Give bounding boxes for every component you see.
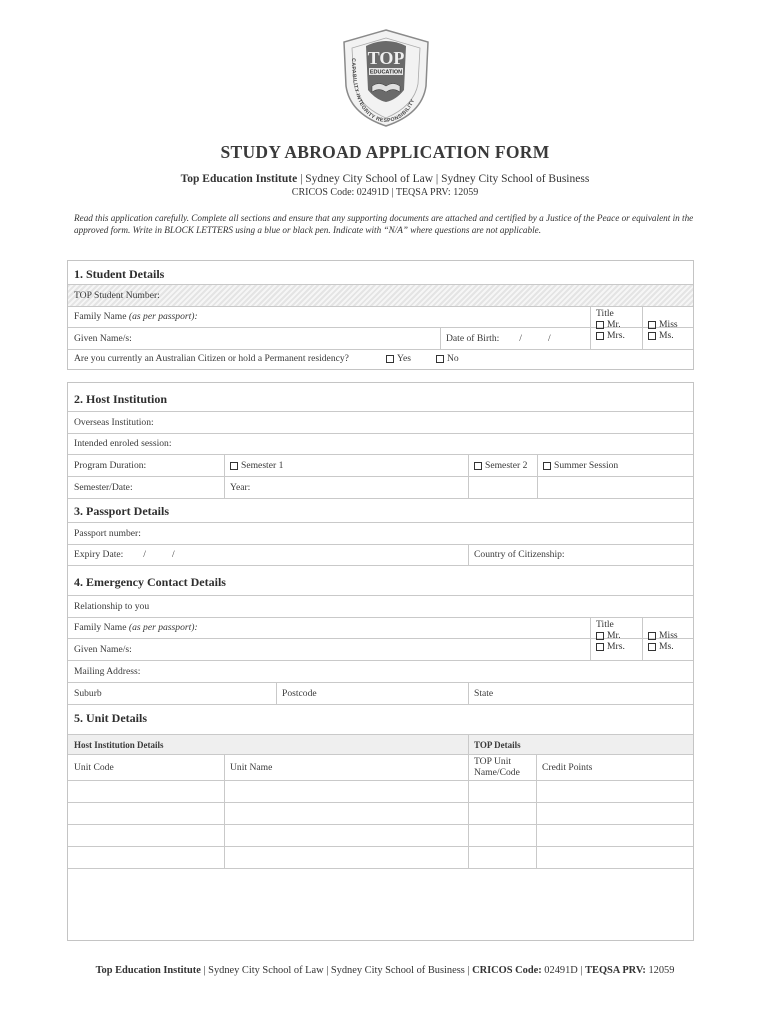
title-mrs-option[interactable] bbox=[596, 330, 625, 341]
given-names-label: Given Name/s: bbox=[74, 333, 132, 344]
divider bbox=[224, 754, 225, 869]
title-miss-option[interactable] bbox=[648, 319, 678, 330]
divider bbox=[468, 683, 469, 704]
title-mrs-label: Mrs. bbox=[607, 330, 625, 341]
state-label: State bbox=[474, 688, 494, 699]
unit-table-header bbox=[68, 734, 693, 755]
footer-schools: | Sydney City School of Law | Sydney City School of Business | bbox=[203, 965, 470, 976]
title-ms-label: Ms. bbox=[659, 330, 674, 341]
checkbox-icon bbox=[436, 355, 444, 363]
session-field[interactable] bbox=[74, 433, 172, 454]
student-number-field[interactable] bbox=[68, 285, 693, 306]
postcode-field[interactable] bbox=[282, 683, 317, 704]
expiry-slash-1: / bbox=[143, 549, 146, 560]
divider bbox=[468, 455, 469, 476]
unit-row[interactable] bbox=[68, 825, 693, 847]
expiry-label: Expiry Date: bbox=[74, 549, 124, 560]
relationship-field[interactable] bbox=[74, 596, 149, 617]
duration-row bbox=[68, 455, 693, 477]
divider bbox=[224, 455, 225, 476]
family-name-label: Family Name bbox=[74, 311, 127, 322]
unit-columns-row bbox=[68, 754, 693, 781]
country-label: Country of Citizenship: bbox=[474, 549, 565, 560]
contact-title-ms-option[interactable] bbox=[648, 641, 678, 652]
contact-title-options-right bbox=[648, 630, 678, 652]
mailing-field[interactable] bbox=[74, 661, 140, 682]
dob-field[interactable] bbox=[446, 328, 551, 349]
state-field[interactable] bbox=[474, 683, 493, 704]
title-mr-label: Mr. bbox=[607, 319, 621, 330]
checkbox-icon bbox=[596, 632, 604, 640]
footer-cricos: 02491D | bbox=[544, 965, 583, 976]
overseas-row bbox=[68, 411, 693, 434]
main-sections-box bbox=[67, 382, 694, 941]
schools-text: | Sydney City School of Law | Sydney City School of Business bbox=[300, 173, 590, 185]
top-details-heading: TOP Details bbox=[474, 739, 521, 750]
country-field[interactable] bbox=[474, 544, 565, 565]
footer-institute: Top Education Institute bbox=[95, 965, 201, 976]
section-heading: 4. Emergency Contact Details bbox=[74, 575, 226, 589]
contact-title-mr-label: Mr. bbox=[607, 630, 621, 641]
logo-subtext: EDUCATION bbox=[369, 69, 403, 76]
contact-title-miss-label: Miss bbox=[659, 630, 678, 641]
divider bbox=[590, 617, 591, 660]
year-label: Year: bbox=[230, 482, 251, 493]
checkbox-icon bbox=[648, 632, 656, 640]
no-label: No bbox=[447, 353, 459, 364]
contact-title-miss-option[interactable] bbox=[648, 630, 678, 641]
divider bbox=[468, 477, 469, 498]
title-options bbox=[596, 308, 625, 341]
checkbox-icon bbox=[474, 462, 482, 470]
mailing-row bbox=[68, 661, 693, 683]
semester-1-label: Semester 1 bbox=[241, 460, 284, 471]
checkbox-icon bbox=[596, 321, 604, 329]
footer bbox=[0, 965, 770, 976]
yes-label: Yes bbox=[397, 353, 411, 364]
passport-number-field[interactable] bbox=[74, 523, 141, 544]
divider bbox=[537, 477, 538, 498]
divider bbox=[468, 754, 469, 869]
checkbox-icon bbox=[648, 321, 656, 329]
family-name-field[interactable] bbox=[74, 306, 593, 327]
title-label: Title bbox=[596, 308, 614, 319]
checkbox-icon bbox=[596, 332, 604, 340]
title-ms-option[interactable] bbox=[648, 330, 678, 341]
relationship-row bbox=[68, 595, 693, 618]
section-heading: 1. Student Details bbox=[74, 267, 165, 281]
citizen-no-option[interactable] bbox=[436, 348, 459, 369]
contact-title-mrs-label: Mrs. bbox=[607, 641, 625, 652]
unit-row[interactable] bbox=[68, 847, 693, 869]
section-heading: 5. Unit Details bbox=[74, 711, 147, 725]
semester-2-option[interactable] bbox=[474, 455, 527, 476]
summer-session-option[interactable] bbox=[543, 455, 618, 476]
semester-2-label: Semester 2 bbox=[485, 460, 528, 471]
logo-text: TOP bbox=[367, 48, 405, 68]
dob-slash-1: / bbox=[519, 333, 522, 344]
passport-note: (as per passport): bbox=[128, 311, 198, 322]
unit-row[interactable] bbox=[68, 781, 693, 803]
divider bbox=[468, 544, 469, 565]
title-options-right bbox=[648, 319, 678, 341]
overseas-field[interactable] bbox=[74, 412, 154, 433]
contact-title-mrs-option[interactable] bbox=[596, 641, 625, 652]
section-heading: 2. Host Institution bbox=[74, 392, 168, 406]
top-education-logo bbox=[336, 28, 436, 128]
citizen-row bbox=[68, 348, 693, 369]
semester-date-row bbox=[68, 477, 693, 499]
divider bbox=[642, 617, 643, 660]
contact-family-name-field[interactable] bbox=[74, 617, 593, 638]
contact-title-options bbox=[596, 619, 625, 652]
unit-code-header: Unit Code bbox=[74, 761, 114, 773]
divider bbox=[536, 754, 537, 869]
host-details-heading: Host Institution Details bbox=[74, 739, 164, 750]
given-names-field[interactable] bbox=[74, 328, 132, 349]
expiry-slash-2: / bbox=[171, 549, 175, 560]
postcode-label: Postcode bbox=[282, 688, 317, 699]
divider bbox=[440, 328, 441, 349]
passport-number-row bbox=[68, 522, 693, 545]
expiry-row bbox=[68, 544, 693, 566]
footer-teqsa: 12059 bbox=[648, 965, 675, 976]
duration-label: Program Duration: bbox=[74, 460, 147, 471]
institute-name: Top Education Institute bbox=[180, 173, 298, 185]
section-heading: 3. Passport Details bbox=[74, 504, 169, 518]
expiry-field[interactable] bbox=[74, 544, 175, 565]
top-unit-line-2: Name/Code bbox=[474, 767, 520, 778]
checkbox-icon bbox=[230, 462, 238, 470]
contact-title-label: Title bbox=[596, 619, 614, 630]
title-miss-label: Miss bbox=[659, 319, 678, 330]
passport-note: (as per passport): bbox=[128, 622, 198, 633]
checkbox-icon bbox=[648, 643, 656, 651]
divider bbox=[468, 735, 469, 754]
divider bbox=[537, 455, 538, 476]
session-label: Intended enroled session: bbox=[74, 438, 172, 449]
page-title: STUDY ABROAD APPLICATION FORM bbox=[220, 142, 550, 162]
overseas-label: Overseas Institution: bbox=[74, 417, 154, 428]
passport-number-label: Passport number: bbox=[74, 528, 141, 539]
codes-line: CRICOS Code: 02491D | TEQSA PRV: 12059 bbox=[291, 187, 479, 198]
dob-label: Date of Birth: bbox=[446, 333, 500, 344]
student-number-row bbox=[68, 284, 693, 307]
year-field[interactable] bbox=[230, 477, 250, 498]
contact-family-name-label: Family Name bbox=[74, 622, 127, 633]
footer-teqsa-label: TEQSA PRV: bbox=[585, 965, 646, 976]
divider bbox=[276, 683, 277, 704]
divider bbox=[224, 477, 225, 498]
semester-date-label: Semester/Date: bbox=[74, 482, 133, 493]
relationship-label: Relationship to you bbox=[74, 601, 150, 612]
checkbox-icon bbox=[543, 462, 551, 470]
contact-title-ms-label: Ms. bbox=[659, 641, 674, 652]
citizen-yes-option[interactable] bbox=[386, 348, 411, 369]
contact-given-names-label: Given Name/s: bbox=[74, 644, 132, 655]
contact-given-names-field[interactable] bbox=[74, 639, 132, 660]
top-unit-header bbox=[474, 754, 520, 780]
credit-points-header: Credit Points bbox=[542, 761, 593, 773]
checkbox-icon bbox=[386, 355, 394, 363]
top-unit-line-1: TOP Unit bbox=[474, 756, 512, 767]
semester-date-field[interactable] bbox=[74, 477, 133, 498]
divider bbox=[590, 306, 591, 349]
dob-slash-2: / bbox=[547, 333, 551, 344]
session-row bbox=[68, 433, 693, 455]
checkbox-icon bbox=[648, 332, 656, 340]
instructions-text: Read this application carefully. Complete all sections and ensure that any supporting documents are attached and certified by a Justice of the Peace or equivalent in the approved form. Write in BLOCK LETTERS using a blue or black pen. Indicate with “N/A” where questions are not applicable. bbox=[74, 213, 694, 235]
student-number-label: TOP Student Number: bbox=[74, 290, 160, 301]
footer-cricos-label: CRICOS Code: bbox=[472, 965, 542, 976]
unit-row[interactable] bbox=[68, 803, 693, 825]
student-details-section bbox=[67, 260, 694, 370]
suburb-field[interactable] bbox=[74, 683, 102, 704]
institute-line bbox=[0, 173, 770, 185]
summer-session-label: Summer Session bbox=[554, 460, 619, 471]
divider bbox=[642, 306, 643, 349]
contact-title-mr-option[interactable] bbox=[596, 630, 625, 641]
logo-ring-textpath: CAPABILITY INTEGRITY RESPONSIBILITY bbox=[349, 58, 417, 125]
citizen-question: Are you currently an Australian Citizen or hold a Permanent residency? bbox=[74, 353, 349, 364]
suburb-label: Suburb bbox=[74, 688, 102, 699]
title-mr-option[interactable] bbox=[596, 319, 625, 330]
semester-1-option[interactable] bbox=[230, 455, 283, 476]
mailing-label: Mailing Address: bbox=[74, 666, 141, 677]
checkbox-icon bbox=[596, 643, 604, 651]
unit-name-header: Unit Name bbox=[230, 761, 273, 773]
address-row bbox=[68, 683, 693, 705]
